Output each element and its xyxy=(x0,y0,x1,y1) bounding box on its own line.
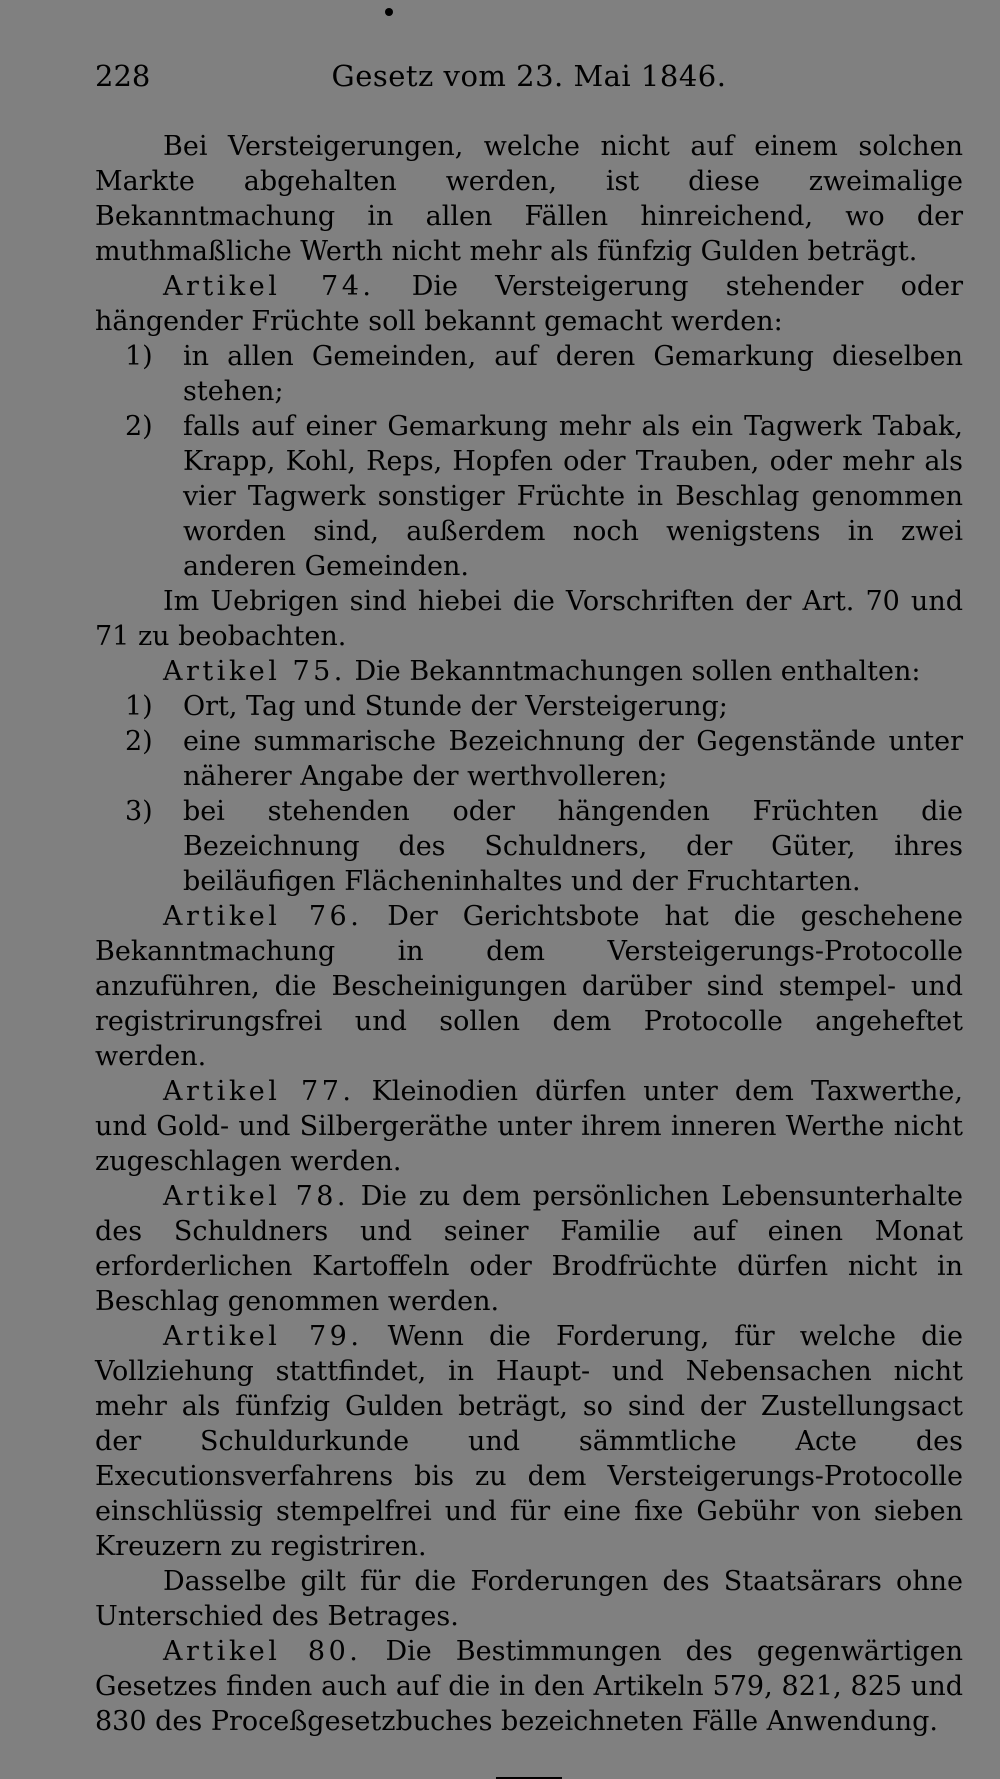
article-74-closing: Im Uebrigen sind hiebei die Vorschriften der Art. 70 und 71 zu beobachten. xyxy=(95,586,963,652)
running-title: Gesetz vom 23. Mai 1846. xyxy=(331,59,727,93)
page-header xyxy=(95,55,963,107)
article-77-text: Kleinodien dürfen unter dem Taxwerthe, und Gold- und Silbergeräthe unter ihrem inneren Werthe nicht zugeschlagen werden. xyxy=(95,1076,963,1177)
item-number: 2) xyxy=(125,411,153,442)
article-77-label: Artikel 77. xyxy=(163,1076,355,1107)
article-80 xyxy=(95,1634,963,1739)
article-74-label: Artikel 74. xyxy=(163,271,375,302)
article-75-item-2 xyxy=(95,724,963,794)
article-75-item-3 xyxy=(95,794,963,899)
item-number: 2) xyxy=(125,726,153,757)
document-page xyxy=(95,55,963,1779)
article-74-item-2 xyxy=(95,409,963,584)
page-content xyxy=(95,129,963,1779)
article-77 xyxy=(95,1074,963,1179)
article-75 xyxy=(95,654,963,689)
article-76-text: Der Gerichtsbote hat die geschehene Bekanntmachung in dem Versteigerungs-Protocolle anzuführen, die Bescheinigungen darüber sind stempel- und registrirungsfrei und sollen dem Protocolle angeheftet werden. xyxy=(95,901,963,1072)
item-text: bei stehenden oder hängenden Früchten die Bezeichnung des Schuldners, der Güter, ihres beiläufigen Flächeninhaltes und der Fruchtarten. xyxy=(183,796,963,897)
article-80-text: Die Bestimmungen des gegenwärtigen Gesetzes finden auch auf die in den Artikeln 579, 821, 825 und 830 des Proceßgesetzbuches bezeichneten Fälle Anwendung. xyxy=(95,1636,963,1737)
article-76 xyxy=(95,899,963,1074)
article-75-item-1 xyxy=(95,689,963,724)
article-78-text: Die zu dem persönlichen Lebensunterhalte des Schuldners und seiner Familie auf einen Monat erforderlichen Kartoffeln oder Brodfrüchte dürfen nicht in Beschlag genommen werden. xyxy=(95,1181,963,1317)
article-75-label: Artikel 75. xyxy=(163,656,346,687)
item-number: 1) xyxy=(125,691,153,722)
article-79 xyxy=(95,1319,963,1564)
article-79-label: Artikel 79. xyxy=(163,1321,363,1352)
article-74-item-1 xyxy=(95,339,963,409)
article-74 xyxy=(95,269,963,339)
item-text: Ort, Tag und Stunde der Versteigerung; xyxy=(183,691,728,722)
article-78 xyxy=(95,1179,963,1319)
page-number: 228 xyxy=(95,59,151,93)
article-78-label: Artikel 78. xyxy=(163,1181,350,1212)
item-text: falls auf einer Gemarkung mehr als ein Tagwerk Tabak, Krapp, Kohl, Reps, Hopfen oder Trauben, oder mehr als vier Tagwerk sonstiger Früchte in Beschlag genommen worden sind, außerdem noch wenigstens in zwei anderen Gemeinden. xyxy=(183,411,963,582)
article-79-text: Wenn die Forderung, für welche die Vollziehung stattfindet, in Haupt- und Nebensachen nicht mehr als fünfzig Gulden beträgt, so sind der Zustellungsact der Schuldurkunde und sämmtliche Acte des Executionsverfahrens bis zu dem Versteigerungs-Protocolle einschlüssig stempelfrei und für eine fixe Gebühr von sieben Kreuzern zu registriren. xyxy=(95,1321,964,1562)
article-75-text: Die Bekanntmachungen sollen enthalten: xyxy=(354,656,921,687)
intro-paragraph: Bei Versteigerungen, welche nicht auf einem solchen Markte abgehalten werden, ist diese zweimalige Bekanntmachung in allen Fällen hinreichend, wo der muthmaßliche Werth nicht mehr als fünfzig Gulden beträgt. xyxy=(95,131,963,267)
article-80-label: Artikel 80. xyxy=(163,1636,362,1667)
item-text: in allen Gemeinden, auf deren Gemarkung dieselben stehen; xyxy=(183,341,963,407)
item-number: 3) xyxy=(125,796,153,827)
article-79-closing: Dasselbe gilt für die Forderungen des Staatsärars ohne Unterschied des Betrages. xyxy=(95,1566,963,1632)
article-76-label: Artikel 76. xyxy=(163,901,363,932)
item-text: eine summarische Bezeichnung der Gegenstände unter näherer Angabe der werthvolleren; xyxy=(183,726,963,792)
item-number: 1) xyxy=(125,341,153,372)
print-speck xyxy=(385,8,393,16)
article-74-text: Die Versteigerung stehender oder hängender Früchte soll bekannt gemacht werden: xyxy=(95,271,963,337)
